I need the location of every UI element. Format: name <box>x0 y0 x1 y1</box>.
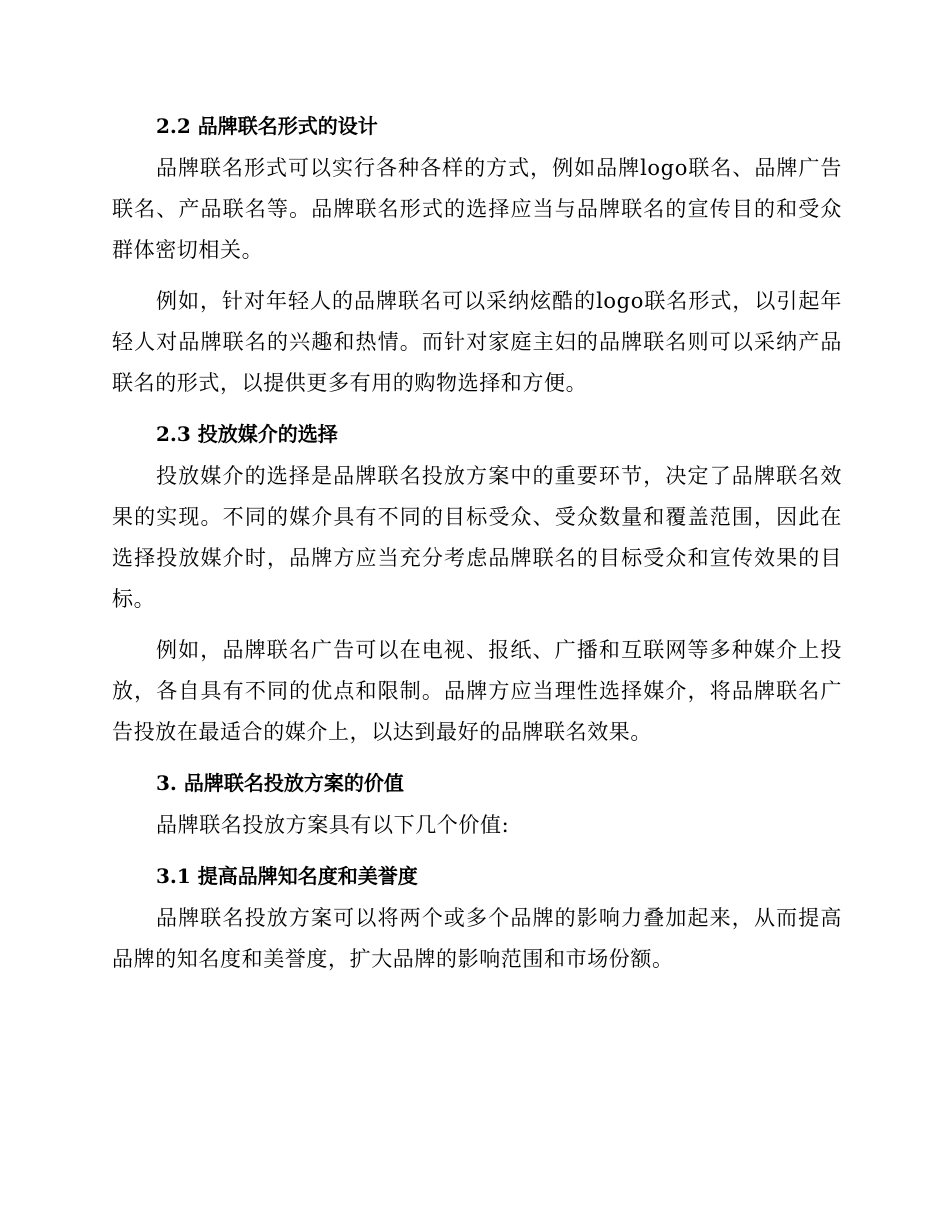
section-heading-2-3: 2.3 投放媒介的选择 <box>156 422 338 446</box>
section-heading-3-1: 3.1 提高品牌知名度和美誉度 <box>156 864 418 888</box>
paragraph-branding-forms: 品牌联名形式可以实行各种各样的方式，例如品牌logo联名、品牌广告联名、产品联名等。品牌联名形式的选择应当与品牌联名的宣传目的和受众群体密切相关。 <box>112 156 842 262</box>
paragraph-value-intro: 品牌联名投放方案具有以下几个价值: <box>156 813 510 837</box>
document-page <box>112 106 842 990</box>
section-heading-3: 3. 品牌联名投放方案的价值 <box>156 771 404 795</box>
paragraph-media-selection: 投放媒介的选择是品牌联名投放方案中的重要环节，决定了品牌联名效果的实现。不同的媒介具有不同的目标受众、受众数量和覆盖范围，因此在选择投放媒介时，品牌方应当充分考虑品牌联名的目标受众和宣传效果的目标。 <box>112 464 842 611</box>
paragraph-branding-forms-example: 例如，针对年轻人的品牌联名可以采纳炫酷的logo联名形式，以引起年轻人对品牌联名的兴趣和热情。而针对家庭主妇的品牌联名则可以采纳产品联名的形式，以提供更多有用的购物选择和方便。 <box>112 289 842 395</box>
paragraph-brand-awareness: 品牌联名投放方案可以将两个或多个品牌的影响力叠加起来，从而提高品牌的知名度和美誉度，扩大品牌的影响范围和市场份额。 <box>112 906 842 971</box>
paragraph-media-selection-example: 例如，品牌联名广告可以在电视、报纸、广播和互联网等多种媒介上投放，各自具有不同的优点和限制。品牌方应当理性选择媒介，将品牌联名广告投放在最适合的媒介上，以达到最好的品牌联名效果。 <box>112 638 842 744</box>
section-heading-2-2: 2.2 品牌联名形式的设计 <box>156 114 378 138</box>
